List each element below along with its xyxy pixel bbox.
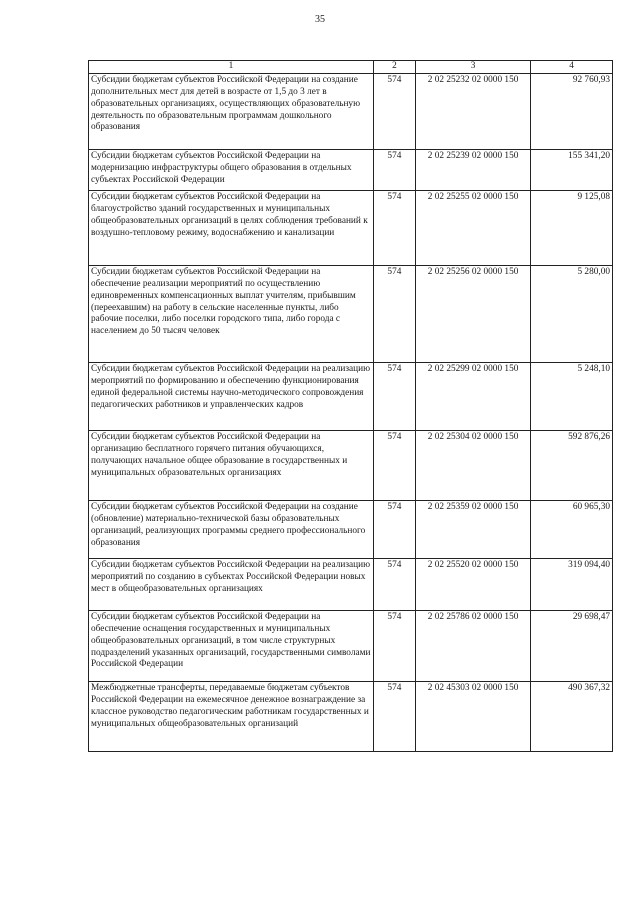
row-name: Субсидии бюджетам субъектов Российской Федерации на реализацию мероприятий по созданию в субъектах Российской Федерации новых мест в общеобразовательных организациях (89, 558, 374, 610)
header-col-1: 1 (89, 61, 374, 74)
budget-table (88, 60, 613, 752)
row-code: 574 (373, 430, 415, 500)
row-code: 574 (373, 265, 415, 362)
row-kbk: 2 02 45303 02 0000 150 (415, 681, 530, 751)
row-name: Субсидии бюджетам субъектов Российской Федерации на обеспечение оснащения государственных и муниципальных общеобразовательных организаций, в том числе структурных подразделений указанных организаций, государственными символами Российской Федерации (89, 610, 374, 681)
row-kbk: 2 02 25520 02 0000 150 (415, 558, 530, 610)
table-row (89, 681, 613, 751)
row-code: 574 (373, 149, 415, 190)
row-kbk: 2 02 25239 02 0000 150 (415, 149, 530, 190)
row-kbk: 2 02 25304 02 0000 150 (415, 430, 530, 500)
row-kbk: 2 02 25299 02 0000 150 (415, 362, 530, 430)
row-code: 574 (373, 610, 415, 681)
row-name: Субсидии бюджетам субъектов Российской Федерации на благоустройство зданий государственных и муниципальных общеобразовательных организаций в целях соблюдения требований к воздушно-тепловому режиму, водоснабжению и канализации (89, 190, 374, 265)
table-row (89, 73, 613, 149)
row-amount: 490 367,32 (531, 681, 613, 751)
row-kbk: 2 02 25232 02 0000 150 (415, 73, 530, 149)
row-amount: 9 125,08 (531, 190, 613, 265)
header-col-4: 4 (531, 61, 613, 74)
table-row (89, 190, 613, 265)
row-amount: 319 094,40 (531, 558, 613, 610)
header-col-2: 2 (373, 61, 415, 74)
row-code: 574 (373, 73, 415, 149)
row-code: 574 (373, 681, 415, 751)
row-kbk: 2 02 25256 02 0000 150 (415, 265, 530, 362)
row-amount: 60 965,30 (531, 500, 613, 558)
row-code: 574 (373, 500, 415, 558)
row-name: Субсидии бюджетам субъектов Российской Федерации на создание (обновление) материально-технической базы образовательных организаций, реализующих программы среднего профессионального образования (89, 500, 374, 558)
table-row (89, 500, 613, 558)
row-name: Субсидии бюджетам субъектов Российской Федерации на создание дополнительных мест для детей в возрасте от 1,5 до 3 лет в образовательных организациях, осуществляющих образовательную деятельность по образовательным программам дошкольного образования (89, 73, 374, 149)
table-row (89, 558, 613, 610)
row-code: 574 (373, 362, 415, 430)
table-row (89, 265, 613, 362)
row-kbk: 2 02 25359 02 0000 150 (415, 500, 530, 558)
row-amount: 155 341,20 (531, 149, 613, 190)
table-row (89, 149, 613, 190)
table-row (89, 610, 613, 681)
row-name: Межбюджетные трансферты, передаваемые бюджетам субъектов Российской Федерации на ежемесячное денежное вознаграждение за классное руководство педагогическим работникам государственных и муниципальных общеобразовательных организаций (89, 681, 374, 751)
header-col-3: 3 (415, 61, 530, 74)
row-amount: 29 698,47 (531, 610, 613, 681)
row-name: Субсидии бюджетам субъектов Российской Федерации на обеспечение реализации мероприятий по осуществлению единовременных компенсационных выплат учителям, прибывшим (переехавшим) на работу в сельские населенные пункты, либо рабочие поселки, либо поселки городского типа, либо города с населением до 50 тысяч человек (89, 265, 374, 362)
row-amount: 5 248,10 (531, 362, 613, 430)
row-amount: 92 760,93 (531, 73, 613, 149)
row-name: Субсидии бюджетам субъектов Российской Федерации на организацию бесплатного горячего питания обучающихся, получающих начальное общее образование в государственных и муниципальных образовательных организациях (89, 430, 374, 500)
row-amount: 592 876,26 (531, 430, 613, 500)
page-number: 35 (315, 14, 325, 25)
row-kbk: 2 02 25255 02 0000 150 (415, 190, 530, 265)
table-row (89, 430, 613, 500)
row-code: 574 (373, 558, 415, 610)
row-kbk: 2 02 25786 02 0000 150 (415, 610, 530, 681)
row-name: Субсидии бюджетам субъектов Российской Федерации на реализацию мероприятий по формированию и обеспечению функционирования единой федеральной системы научно-методического сопровождения педагогических работников и управленческих кадров (89, 362, 374, 430)
table-header-row (89, 61, 613, 74)
table-row (89, 362, 613, 430)
row-code: 574 (373, 190, 415, 265)
row-amount: 5 280,00 (531, 265, 613, 362)
row-name: Субсидии бюджетам субъектов Российской Федерации на модернизацию инфраструктуры общего образования в отдельных субъектах Российской Федерации (89, 149, 374, 190)
